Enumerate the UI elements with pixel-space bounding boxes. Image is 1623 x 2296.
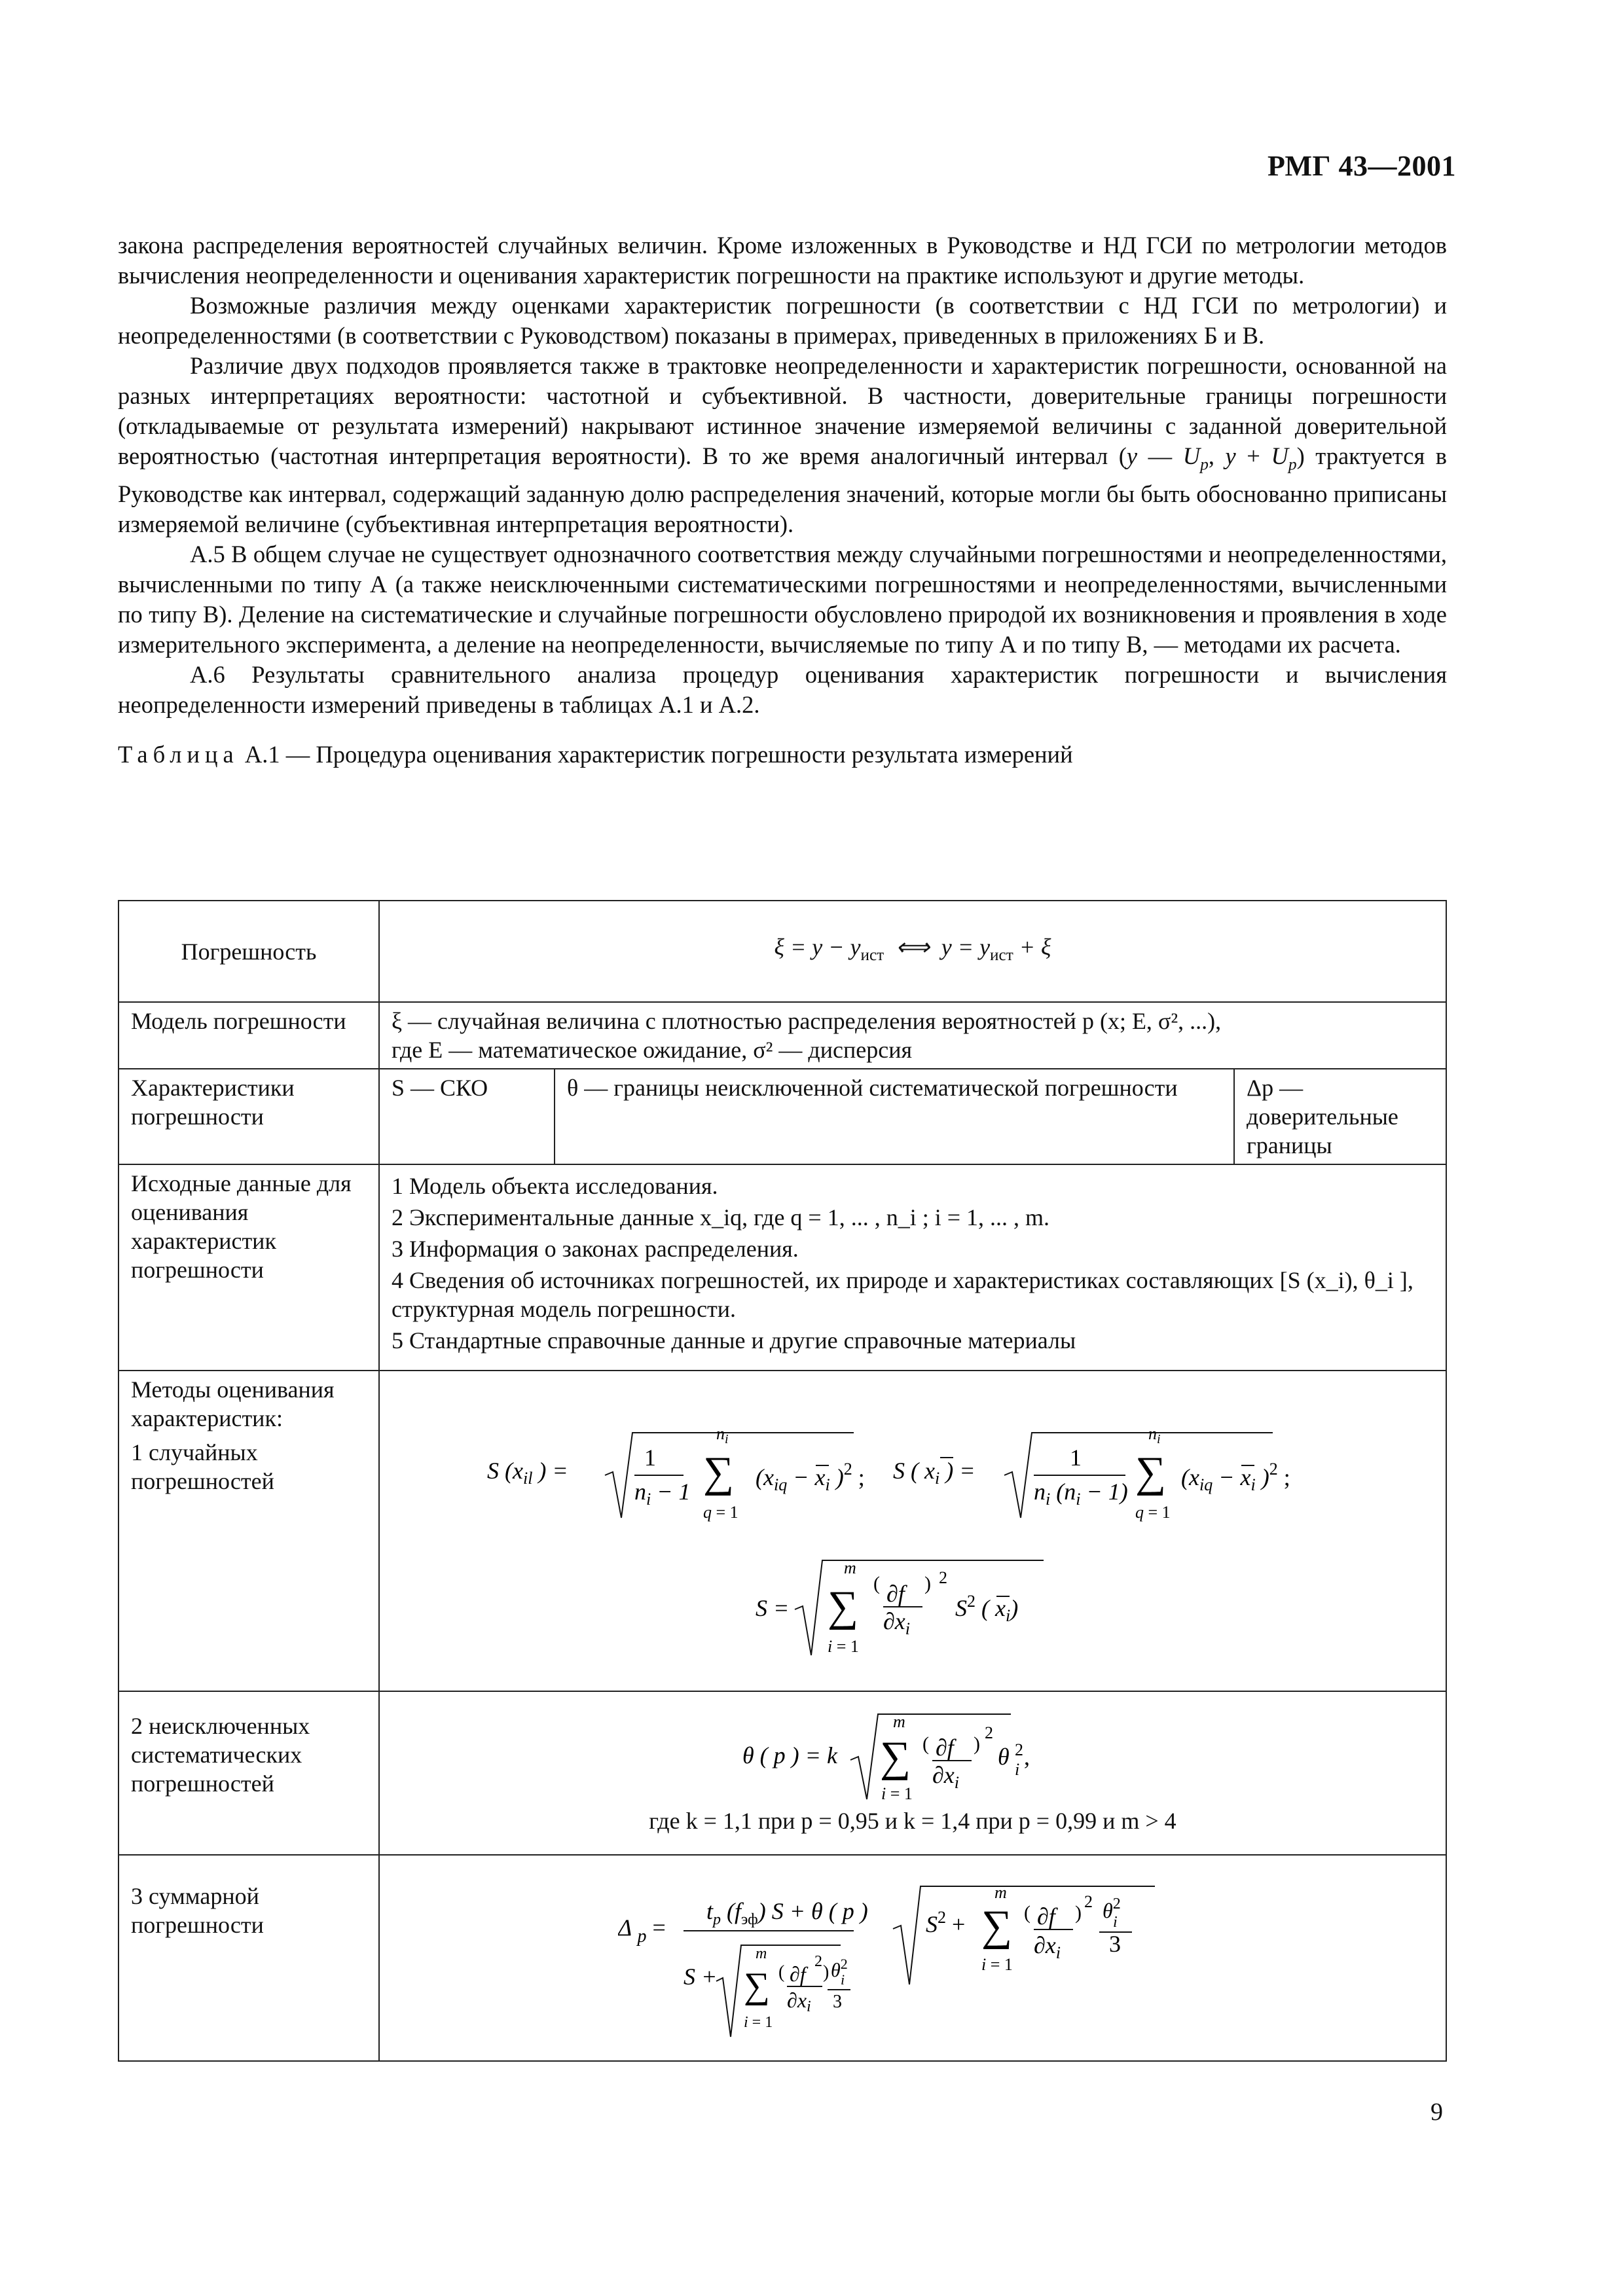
systematic-note: где k = 1,1 при p = 0,95 и k = 1,4 при p = 0,99 и m > 4 [649, 1808, 1176, 1834]
body-text [118, 230, 1447, 770]
svg-text:i = 1: i = 1 [881, 1784, 913, 1803]
svg-text:1: 1 [1070, 1444, 1082, 1471]
cell-random-formulas [379, 1371, 1446, 1691]
random-errors-label: 1 случайных погрешностей [131, 1439, 274, 1494]
svg-text:): ) [924, 1573, 931, 1594]
table-caption [118, 740, 1447, 770]
table-row [119, 1855, 1446, 2061]
input-label: Исходные данные для оценивания характеристик погрешности [131, 1170, 352, 1283]
svg-text:S +: S + [684, 1963, 718, 1990]
svg-text:tp (fэф) S + θ ( p ): $t_p$ $(f_{эф}) S + \theta$ ( p ) [706, 1897, 868, 1928]
svg-text:ni (ni − 1): $n_i$ $(n_i - 1)$ [1034, 1479, 1128, 1509]
svg-text:(xiq − xi )2 ;: ($x_{iq} - x_i$ )$^2$ ; [756, 1460, 865, 1494]
svg-text:∂xi: $\partial x_i$ [932, 1762, 960, 1792]
svg-text:i = 1: i = 1 [744, 2013, 773, 2031]
table-row [119, 1164, 1446, 1371]
svg-text:m: m [994, 1882, 1007, 1902]
svg-text:): ) [1075, 1901, 1082, 1924]
svg-text:2: 2 [1084, 1892, 1093, 1911]
cell-model-text [379, 1002, 1446, 1069]
cell-total-label [119, 1855, 379, 2061]
model-line-1: ξ — случайная величина с плотностью распределения вероятностей p (x; E, σ², ...), [392, 1008, 1222, 1034]
paragraph-3-part-b: ) трактуется в Руководстве как интервал, содержащий заданную долю распределения значений, которые могли бы быть обоснованно приписаны измеряемой величине (субъективная интерпретация вероятности). [118, 442, 1448, 538]
model-line-2: где E — математическое ожидание, σ² — дисперсия [392, 1037, 913, 1063]
svg-text:Δ p =: Δ $_p$ = [618, 1914, 666, 1946]
list-item: 5 Стандартные справочные данные и другие справочные материалы [392, 1327, 1076, 1354]
svg-text:3: 3 [833, 1991, 842, 2012]
svg-text:(: ( [873, 1573, 880, 1594]
systematic-label: 2 неисключенных систематических погрешностей [131, 1713, 310, 1797]
svg-text:∂f: ∂f [790, 1962, 806, 1986]
table-a1 [118, 900, 1447, 2062]
svg-text:S2 +: $S^2$ + [926, 1907, 966, 1937]
svg-text:i = 1: i = 1 [981, 1954, 1013, 1974]
svg-text:2: 2 [1015, 1740, 1023, 1759]
table-caption-prefix: Таблица [118, 741, 239, 768]
svg-text:∂f: ∂f [936, 1734, 954, 1761]
svg-text:∑: ∑ [744, 1965, 770, 2006]
svg-text:∂f: ∂f [886, 1581, 905, 1607]
svg-text:θ ( p ) = k: θ ( p ) = k [742, 1742, 837, 1768]
svg-text:∑: ∑ [880, 1733, 911, 1781]
total-error-formula [618, 1873, 1207, 2043]
error-label: Погрешность [181, 938, 317, 965]
cell-error-formula [379, 901, 1446, 1002]
sko-text: S — СКО [392, 1075, 488, 1101]
svg-text:∑: ∑ [981, 1901, 1013, 1950]
svg-text:1: 1 [644, 1444, 656, 1471]
svg-text:∂f: ∂f [1037, 1903, 1055, 1929]
svg-text:): ) [974, 1733, 980, 1755]
svg-text:∑: ∑ [703, 1448, 735, 1496]
cell-characteristics-label [119, 1069, 379, 1164]
cell-theta [555, 1069, 1234, 1164]
model-label: Модель погрешности [131, 1008, 346, 1034]
cell-systematic-formula [379, 1691, 1446, 1855]
svg-text:(: ( [778, 1962, 785, 1982]
cell-error-label [119, 901, 379, 1002]
svg-text:θ2: $\theta^2$ [831, 1955, 848, 1981]
list-item: 4 Сведения об источниках погрешностей, их природе и характеристиках составляющих [S (x_i), θ_i ], структурная модель погрешности. [392, 1267, 1413, 1322]
document-code: РМГ 43—2001 [1267, 150, 1456, 182]
svg-text:∂xi: $\partial x_i$ [1034, 1931, 1061, 1962]
svg-text:∂xi: $\partial x_i$ [883, 1608, 911, 1638]
total-error-label: 3 суммарной погрешности [131, 1883, 264, 1938]
svg-text:∑: ∑ [828, 1583, 859, 1630]
list-item: 1 Модель объекта исследования. [392, 1173, 718, 1199]
table-row [119, 1069, 1446, 1164]
paragraph-3-part-a: Различие двух подходов проявляется также в трактовке неопределенности и характеристик погрешности, основанной на разных интерпретациях вероятности: частотной и субъективной. В частности, доверительные границы погрешности (откладываемые от результата измерений) накрывают истинное значение измеряемой величины с заданной доверительной вероятностью (частотная интерпретация вероятности). В то же время аналогичный интервал ( [118, 352, 1447, 469]
svg-text:ni: $n_i$ [1148, 1424, 1161, 1446]
cell-total-formula [379, 1855, 1446, 2061]
methods-label: Методы оценивания характеристик: [131, 1376, 335, 1431]
theta-text: θ — границы неисключенной систематической погрешности [567, 1075, 1178, 1101]
svg-text:S =: S = [756, 1595, 790, 1621]
svg-text:i: i [1113, 1913, 1118, 1931]
svg-text:2: 2 [985, 1723, 993, 1742]
svg-text:S ( xi ) =: S ( $x_i$ ) = [893, 1458, 976, 1488]
cell-sko [379, 1069, 555, 1164]
delta-text: Δp — доверительные границы [1247, 1075, 1398, 1158]
svg-text:S (xil ) =: S ($x_{il}$ ) = [487, 1458, 568, 1488]
svg-text:): ) [823, 1962, 830, 1982]
table-row [119, 901, 1446, 1002]
svg-text:i: i [841, 1971, 845, 1988]
cell-delta [1234, 1069, 1446, 1164]
svg-text:2: 2 [939, 1568, 947, 1587]
paragraph-a6: А.6 Результаты сравнительного анализа процедур оценивания характеристик погрешности и вычисления неопределенности измерений приведены в таблицах А.1 и А.2. [118, 661, 1447, 719]
svg-text:q = 1: q = 1 [1135, 1503, 1171, 1522]
svg-text:m: m [893, 1712, 905, 1731]
svg-text:ni: $n_i$ [716, 1424, 729, 1446]
svg-text:m: m [844, 1558, 856, 1577]
svg-text:(xiq − xi )2 ;: ($x_{iq} - x_i$ )$^2$ ; [1181, 1460, 1290, 1494]
random-error-formula [487, 1393, 1338, 1668]
list-item: 2 Экспериментальные данные x_iq, где q = 1, ... , n_i ; i = 1, ... , m. [392, 1204, 1050, 1230]
svg-text:2: 2 [814, 1952, 822, 1970]
cell-systematic-label [119, 1691, 379, 1855]
paragraph-2: Возможные различия между оценками характеристик погрешности (в соответствии с НД ГСИ по метрологии) и неопределенностями (в соответствии с Руководством) показаны в примерах, приведенных в приложениях Б и В. [118, 292, 1447, 349]
svg-text:,: , [1024, 1744, 1030, 1770]
list-item: 3 Информация о законах распределения. [392, 1236, 799, 1262]
systematic-error-formula [716, 1711, 1109, 1803]
cell-methods-label [119, 1371, 379, 1691]
table-caption-text: А.1 — Процедура оценивания характеристик погрешности результата измерений [238, 741, 1073, 768]
table-row [119, 1691, 1446, 1855]
svg-text:(: ( [1024, 1901, 1030, 1924]
cell-input-label [119, 1164, 379, 1371]
svg-text:m: m [756, 1945, 767, 1962]
paragraph-1: закона распределения вероятностей случайных величин. Кроме изложенных в Руководстве и НД ГСИ по метрологии методов вычисления неопределенности и оценивания характеристик погрешности на практике используют и другие методы. [118, 232, 1447, 289]
cell-model-label [119, 1002, 379, 1069]
page-number: 9 [1431, 2098, 1443, 2126]
paragraph-3: Различие двух подходов проявляется также в трактовке неопределенности и характеристик погрешности, основанной на разных интерпретациях вероятности: частотной и субъективной. В частности, доверительные границы погрешности (откладываемые от результата измерений) накрывают истинное значение измеряемой величины с заданной доверительной вероятностью (частотная интерпретация вероятности). В то же время аналогичный интервал (y — $U_p$, $y + U_p$) трактуется в Руководстве как интервал, содержащий заданную долю распределения значений, которые могли бы быть обоснованно приписаны измеряемой величине (субъективная интерпретация вероятности). [118, 352, 1448, 538]
svg-text:i: i [1015, 1760, 1020, 1779]
svg-text:q = 1: q = 1 [703, 1503, 739, 1522]
svg-text:(: ( [922, 1733, 929, 1755]
svg-text:θ2: $\theta^2$ [1103, 1895, 1121, 1922]
table-row [119, 1371, 1446, 1691]
svg-text:θ: θ [998, 1744, 1010, 1770]
cell-input-list [379, 1164, 1446, 1371]
svg-text:S2 ( xi): $S^2$ ( $x_i$) [955, 1592, 1019, 1625]
characteristics-label: Характеристики погрешности [131, 1075, 295, 1130]
svg-text:ni − 1: $n_i - 1$ [634, 1479, 691, 1509]
svg-text:∑: ∑ [1135, 1448, 1167, 1496]
svg-text:i = 1: i = 1 [828, 1637, 859, 1656]
error-definition-formula: $\xi = y - y_{ист}$ ⟺ $y = y_{ист} + \xi$ [774, 933, 1051, 965]
svg-text:∂xi: ∂xi [787, 1988, 811, 2015]
paragraph-a5: А.5 В общем случае не существует однозначного соответствия между случайными погрешностями и неопределенностями, вычисленными по типу А (а также неисключенными систематическими погрешностями и неопределенностями, вычисленными по типу В). Деление на систематические и случайные погрешности обусловлено природой их возникновения и проявления в ходе измерительного эксперимента, а деление на неопределенности, вычисляемые по типу А и по типу В, — методами их расчета. [118, 541, 1447, 658]
svg-text:3: 3 [1109, 1930, 1121, 1957]
table-row [119, 1002, 1446, 1069]
